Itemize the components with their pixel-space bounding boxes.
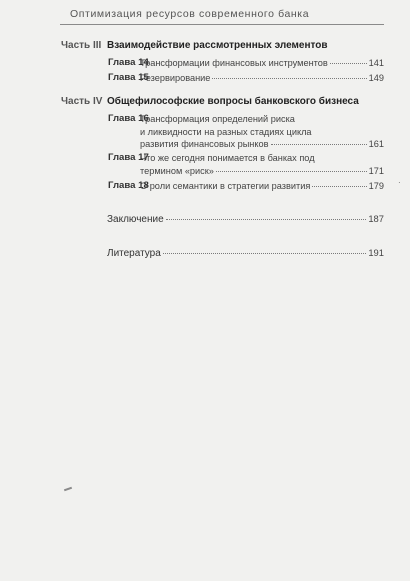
part-number: Часть III — [61, 40, 102, 51]
chapter-number: Глава 15 — [108, 72, 149, 83]
chapter-number: Глава 14 — [108, 57, 149, 68]
scan-mark: · — [398, 178, 401, 187]
chapter-title: О роли семантики в стратегии развития — [140, 181, 311, 191]
dot-leader — [166, 219, 367, 220]
page-number: 179 — [368, 181, 384, 191]
page-number: 149 — [368, 73, 384, 83]
dot-leader — [312, 186, 366, 187]
scan-mark — [64, 487, 72, 492]
part-heading — [61, 96, 359, 107]
part-heading — [61, 40, 328, 51]
dot-leader — [271, 144, 367, 145]
chapter-number: Глава 16 — [108, 113, 149, 124]
part-number: Часть IV — [61, 96, 103, 107]
page-number: 161 — [368, 139, 384, 149]
toc-entry-conclusion[interactable] — [107, 213, 384, 225]
chapter-title-line: Трансформация определений риска — [140, 114, 295, 124]
chapter-title-line: развития финансовых рынков — [140, 139, 269, 149]
page-number: 141 — [368, 58, 384, 68]
page-number: 191 — [368, 247, 384, 258]
chapter-number: Глава 17 — [108, 152, 149, 163]
entry-title: Литература — [107, 248, 161, 259]
toc-entry-literature[interactable] — [107, 247, 384, 259]
running-header: Оптимизация ресурсов современного банка — [70, 8, 310, 20]
dot-leader — [330, 63, 367, 64]
chapter-title-line: Что же сегодня понимается в банках под — [140, 153, 315, 163]
chapter-title-line: термином «риск» — [140, 165, 214, 176]
header-rule — [60, 24, 384, 25]
chapter-title-line: и ликвидности на разных стадиях цикла — [140, 126, 312, 137]
dot-leader — [163, 253, 367, 254]
chapter-number: Глава 18 — [108, 180, 149, 191]
chapter-title: Трансформации финансовых инструментов — [140, 58, 328, 68]
dot-leader — [216, 171, 367, 172]
page-number: 187 — [368, 213, 384, 224]
dot-leader — [212, 78, 366, 79]
entry-title: Заключение — [107, 214, 164, 225]
part-title: Взаимодействие рассмотренных элементов — [107, 40, 328, 51]
part-title: Общефилософские вопросы банковского бизнеса — [107, 96, 359, 107]
chapter-title: Резервирование — [140, 73, 211, 83]
page-number: 171 — [368, 165, 384, 176]
